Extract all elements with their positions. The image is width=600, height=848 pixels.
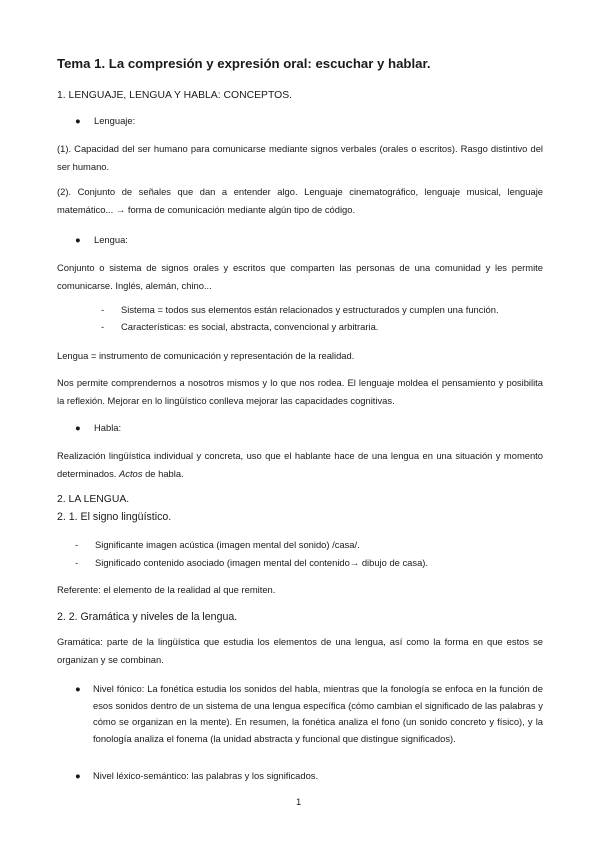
lenguaje-bullet: [75, 114, 135, 128]
habla-bullet: [75, 421, 121, 435]
section-2-1-heading: 2. 1. El signo lingüístico.: [57, 511, 172, 523]
section-2-heading: 2. LA LENGUA.: [57, 494, 130, 505]
gramatica-paragraph: Gramática: parte de la lingüística que estudia los elementos de una lengua, así como la forma en que estos se organizan y se combinan.: [57, 636, 543, 665]
signo-item-significante: [75, 538, 360, 552]
bullet-icon: ●: [75, 770, 81, 781]
page-number: 1: [296, 796, 302, 807]
section-1-heading: 1. LENGUAJE, LENGUA Y HABLA: CONCEPTOS.: [57, 90, 293, 101]
bullet-icon: ●: [75, 234, 81, 245]
habla-label: Habla:: [94, 422, 122, 433]
lenguaje-definition-2: (2). Conjunto de señales que dan a entender algo. Lenguaje cinematográfico, lenguaje musical, lenguaje matemático... → forma de comunicación mediante algún tipo de código.: [57, 186, 543, 215]
dash-marker: -: [75, 539, 79, 550]
nivel-lexico-item: [75, 768, 543, 785]
bullet-icon: ●: [75, 115, 81, 126]
list-item-text: Nivel fónico: La fonética estudia los sonidos del habla, mientras que la fonología se enfoca en la función de esos sonidos dentro de un sistema de una lengua específica (cómo cambian el significado de las palabras y cómo se organizan en la mente). En resumen, la fonética analiza el fono (un sonido concreto y físico), y la fonología analiza el fonema (la unidad abstracta y funcional que distingue significados).: [93, 683, 543, 744]
lengua-label: Lengua:: [94, 234, 128, 245]
lengua-item-sistema: [101, 303, 499, 317]
dash-marker: -: [75, 557, 79, 568]
signo-item-significado: [75, 556, 428, 570]
list-item-text: Sistema = todos sus elementos están relacionados y estructurados y cumplen una función.: [121, 304, 499, 315]
list-item-text: Significante imagen acústica (imagen mental del sonido) /casa/.: [95, 539, 360, 550]
lenguaje-label: Lenguaje:: [94, 115, 136, 126]
lengua-paragraph: Nos permite comprendernos a nosotros mismos y lo que nos rodea. El lenguaje moldea el pensamiento y posibilita la reflexión. Mejorar en lo lingüístico conlleva mejorar las capacidades cognitivas.: [57, 377, 543, 406]
document-title: Tema 1. La compresión y expresión oral: escuchar y hablar.: [57, 56, 431, 71]
bullet-icon: ●: [75, 422, 81, 433]
lenguaje-definition-1: (1). Capacidad del ser humano para comunicarse mediante signos verbales (orales o escritos). Rasgo distintivo del ser humano.: [57, 143, 543, 172]
actos-italic: Actos: [119, 468, 143, 479]
section-2-2-heading: 2. 2. Gramática y niveles de la lengua.: [57, 611, 238, 623]
lengua-bullet: [75, 233, 128, 247]
lengua-instrument: Lengua = instrumento de comunicación y representación de la realidad.: [57, 350, 355, 361]
list-item-text: Nivel léxico-semántico: las palabras y los significados.: [93, 770, 319, 781]
lengua-definition: Conjunto o sistema de signos orales y escritos que comparten las personas de una comunidad y les permite comunicarse. Inglés, alemán, chino...: [57, 262, 543, 291]
bullet-icon: ●: [75, 683, 81, 694]
dash-marker: -: [101, 304, 105, 315]
dash-marker: -: [101, 321, 105, 332]
habla-definition: Realización lingüística individual y concreta, uso que el hablante hace de una lengua en una situación y momento determinados. Actos de habla.: [57, 450, 543, 479]
list-item-text: Significado contenido asociado (imagen mental del contenido→ dibujo de casa).: [95, 557, 429, 568]
list-item-text: Características: es social, abstracta, convencional y arbitraria.: [121, 321, 379, 332]
nivel-fonico-item: [75, 681, 543, 747]
lengua-item-caracteristicas: [101, 320, 378, 334]
referente-line: Referente: el elemento de la realidad al que remiten.: [57, 584, 276, 595]
